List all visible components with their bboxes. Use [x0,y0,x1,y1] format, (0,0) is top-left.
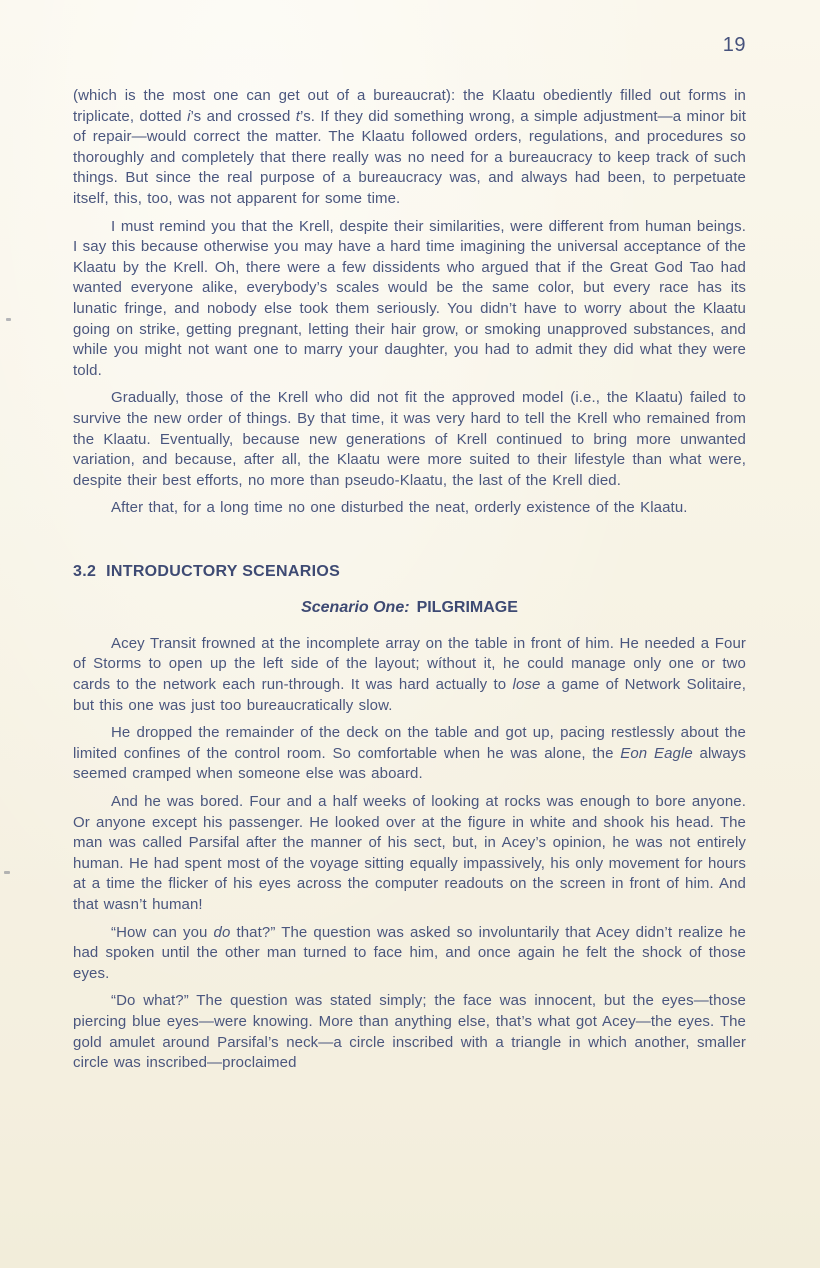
scan-speck [6,318,11,321]
scenario-heading-title: PILGRIMAGE [416,598,518,616]
scenario-heading-lead: Scenario One: [301,598,410,616]
scan-speck [4,871,10,874]
paragraph: After that, for a long time no one disturbed the neat, orderly existence of the Klaatu. [111,499,688,517]
paragraph: He dropped the remainder of the deck on the table and got up, pacing restlessly about the limited confines of the control room. So comfortable when he was alone, the Eon Eagle always seemed cramped when someone else was aboard. [73,724,746,783]
paragraph-continuation: (which is the most one can get out of a bureaucrat): the Klaatu obediently filled out forms in triplicate, dotted i’s and crossed t’s. If they did something wrong, a simple adjustment—a minor bit of repair—would correct the matter. The Klaatu followed orders, regulations, and procedures so thoroughly and completely that there really was no need for a bureaucracy to keep track of such things. But since the real purpose of a bureaucracy was, and always had been, to perpetuate itself, this, too, was not apparent for some time. [73,87,746,207]
paragraph: Gradually, those of the Krell who did not fit the approved model (i.e., the Klaatu) failed to survive the new order of things. By that time, it was very hard to tell the Krell who remained from the Klaatu. Eventually, because new generations of Krell continued to bring more unwanted variation, and because, after all, the Klaatu were more suited to their lifestyle than what were, despite their best efforts, no more than pseudo-Klaatu, the last of the Krell died. [73,389,746,489]
paragraph: And he was bored. Four and a half weeks of looking at rocks was enough to bore anyone. Or anyone except his passenger. He looked over at the figure in white and shook his head. The man was called Parsifal after the manner of his sect, but, in Acey’s opinion, he was not entirely human. He had spent most of the voyage sitting equally impassively, his only movement for hours at a time the flicker of his eyes across the computer readouts on the screen in front of him. And that wasn’t human! [73,793,746,913]
paragraph: I must remind you that the Krell, despite their similarities, were different from human beings. I say this because otherwise you may have a hard time imagining the universal acceptance of the Klaatu by the Krell. Oh, there were a few dissidents who argued that if the Great God Tao had wanted everyone alike, everybody’s scales would be the same color, but every race has its lunatic fringe, and nobody else took them seriously. You didn’t have to worry about the Klaatu going on strike, getting pregnant, letting their hair grow, or smoking unapproved substances, and while you might not want one to marry your daughter, you had to admit they did what they were told. [73,217,746,379]
section-title: INTRODUCTORY SCENARIOS [106,562,341,580]
page-number: 19 [722,34,746,56]
text-block [73,86,746,1081]
paragraph: “How can you do that?” The question was asked so involuntarily that Acey didn’t realize he had spoken until the other man turned to face him, and once again he felt the shock of those eyes. [73,923,746,982]
section-number: 3.2 [73,562,97,580]
section-heading [73,563,746,581]
scenario-heading [73,599,746,617]
paragraph: “Do what?” The question was stated simply; the face was innocent, but the eyes—those piercing blue eyes—were knowing. More than anything else, that’s what got Acey—the eyes. The gold amulet around Parsifal’s neck—a circle inscribed with a triangle in which another, smaller circle was inscribed—proclaimed [73,992,746,1072]
paragraph: Acey Transit frowned at the incomplete array on the table in front of him. He needed a Four of Storms to open up the left side of the layout; wíthout it, he could manage only one or two cards to the network each run-through. It was hard actually to lose a game of Network Solitaire, but this one was just too bureaucratically slow. [73,634,746,714]
